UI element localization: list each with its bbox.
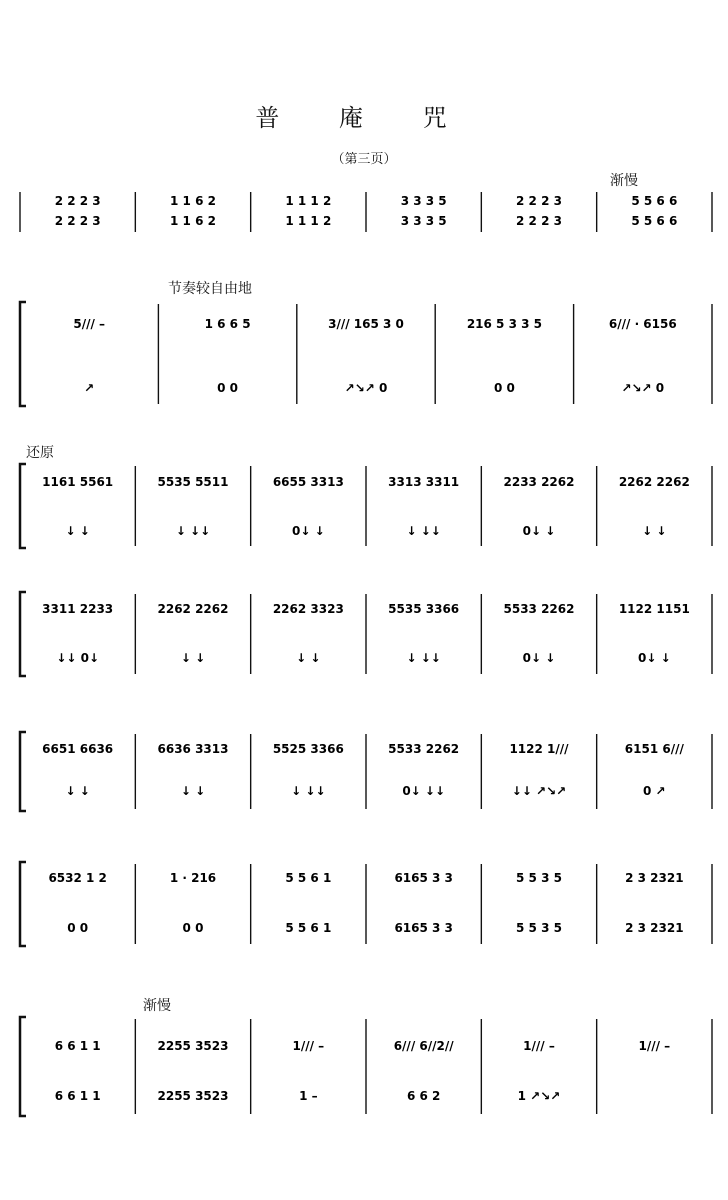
system-bracket [20,302,26,406]
music-system [0,462,728,552]
upper-measure: 1161 5561 [42,475,114,489]
lower-measure: 1 ↗↘↗ [517,1089,561,1103]
system-staff [0,1015,728,1120]
upper-measure: 1 1 6 2 [170,194,216,208]
upper-measure: 3313 3311 [388,475,460,489]
upper-measure: 2262 2262 [157,602,229,616]
lower-measure: 0↓ ↓ [292,524,325,538]
upper-measure: 6 6 1 1 [54,1039,101,1053]
ritardando-marking-2: 渐慢 [143,998,171,1014]
upper-measure: 5 5 3 5 [516,871,562,885]
lower-measure: 0 0 [217,381,239,395]
lower-measure: 3 3 3 5 [400,214,447,228]
upper-measure: 6/// · 6156 [608,317,677,331]
upper-measure: 1/// – [292,1039,325,1053]
lower-measure: ↗↘↗ 0 [621,381,665,395]
upper-measure: 2 2 2 3 [516,194,562,208]
lower-measure: ↓ ↓ [180,651,206,665]
music-system [0,1015,728,1120]
upper-measure: 216 5 3 3 5 [466,317,542,331]
upper-measure: 6636 3313 [157,742,229,756]
upper-measure: 1122 1151 [618,602,690,616]
ritardando-marking-1: 渐慢 [610,173,638,189]
lower-measure: ↓ ↓ [296,651,321,665]
music-system [0,300,728,410]
page-subtitle: （第三页） [331,152,397,167]
lower-measure: ↓↓ 0↓ [56,651,100,665]
upper-measure: 2262 2262 [618,475,690,489]
lower-measure: 0↓ ↓ [522,524,556,538]
lower-measure: 2 2 2 3 [54,214,101,228]
lower-measure: 0 0 [67,921,89,935]
a-tempo-marking: 还原 [26,445,54,461]
upper-measure: 1 1 1 2 [285,194,332,208]
upper-measure: 5/// – [73,317,106,331]
system-staff [0,300,728,410]
upper-measure: 6651 6636 [42,742,114,756]
music-system [0,590,728,680]
system-staff [0,188,728,238]
upper-measure: 3311 2233 [42,602,114,616]
lower-measure: ↓ ↓ [65,784,90,798]
upper-measure: 5 5 6 6 [631,194,678,208]
upper-measure: 2262 3323 [272,602,344,616]
upper-measure: 1122 1/// [509,742,569,756]
music-system [0,730,728,815]
upper-measure: 3 3 3 5 [400,194,447,208]
upper-measure: 5535 5511 [157,475,229,489]
system-bracket [20,592,26,676]
upper-measure: 2 2 2 3 [54,194,101,208]
lower-measure: 2255 3523 [157,1089,229,1103]
page-title: 普 庵 咒 [255,104,473,132]
lower-measure: 5 5 3 5 [516,921,562,935]
lower-measure: ↓ ↓↓ [175,524,211,538]
lower-measure: ↗↘↗ 0 [344,381,388,395]
free-tempo-marking: 节奏较自由地 [168,281,252,297]
upper-measure: 5525 3366 [272,742,344,756]
upper-measure: 2 3 2321 [625,871,684,885]
lower-measure: 0↓ ↓ [638,651,671,665]
lower-measure: 6 6 2 [406,1089,441,1103]
system-staff [0,860,728,950]
system-staff [0,462,728,552]
lower-measure: ↓ ↓↓ [406,651,441,665]
upper-measure: 2233 2262 [503,475,575,489]
upper-measure: 1 6 6 5 [204,317,251,331]
lower-measure: 1 – [299,1089,318,1103]
upper-measure: 6151 6/// [624,742,684,756]
music-system [0,860,728,950]
upper-measure: 5533 2262 [503,602,575,616]
lower-measure: 5 5 6 6 [631,214,678,228]
lower-measure: ↗ [84,381,95,395]
upper-measure: 5 5 6 1 [285,871,332,885]
system-bracket [20,732,26,811]
upper-measure: 2255 3523 [157,1039,229,1053]
system-bracket [20,1017,26,1116]
lower-measure: 5 5 6 1 [285,921,332,935]
lower-measure: 0 0 [493,381,515,395]
lower-measure: ↓ ↓ [642,524,667,538]
lower-measure: ↓↓ ↗↘↗ [511,784,567,798]
lower-measure: 2 2 2 3 [516,214,562,228]
lower-measure: ↓ ↓ [65,524,90,538]
lower-measure: 1 1 1 2 [285,214,332,228]
lower-measure: 6165 3 3 [394,921,453,935]
upper-measure: 6655 3313 [272,475,344,489]
upper-measure: 6165 3 3 [394,871,453,885]
upper-measure: 5535 3366 [388,602,460,616]
upper-measure: 6/// 6//2// [393,1039,454,1053]
lower-measure: ↓ ↓↓ [291,784,326,798]
lower-measure: 0↓ ↓↓ [402,784,446,798]
upper-measure: 3/// 165 3 0 [328,317,404,331]
music-system [0,188,728,238]
lower-measure: ↓ ↓↓ [406,524,441,538]
lower-measure: 0↓ ↓ [522,651,556,665]
lower-measure: 2 3 2321 [625,921,684,935]
system-bracket [20,862,26,946]
lower-measure: ↓ ↓ [180,784,206,798]
lower-measure: 0 0 [182,921,204,935]
system-staff [0,590,728,680]
lower-measure: 6 6 1 1 [54,1089,101,1103]
upper-measure: 1/// – [638,1039,671,1053]
lower-measure: 0 ↗ [643,784,666,798]
system-bracket [20,464,26,548]
upper-measure: 6532 1 2 [48,871,107,885]
system-staff [0,730,728,815]
lower-measure: 1 1 6 2 [170,214,216,228]
upper-measure: 5533 2262 [388,742,460,756]
upper-measure: 1 · 216 [169,871,217,885]
upper-measure: 1/// – [523,1039,555,1053]
